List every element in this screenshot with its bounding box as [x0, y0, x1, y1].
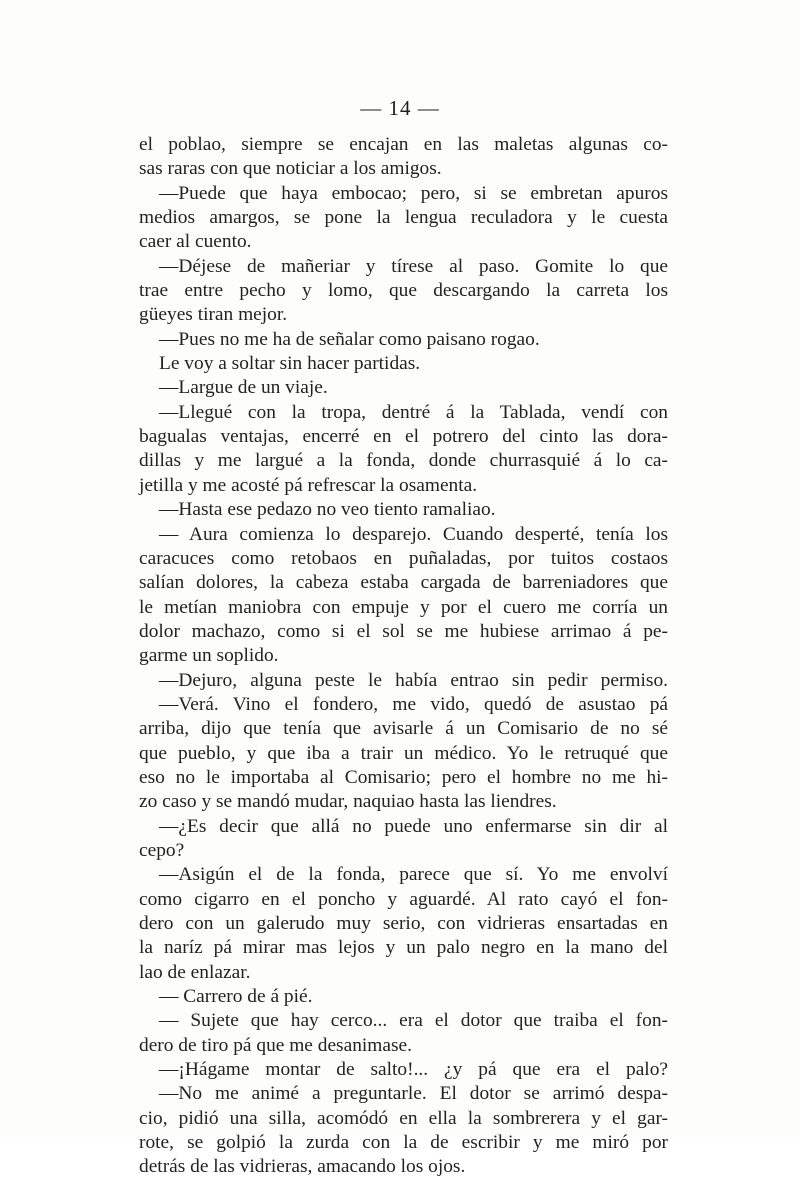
text-line: dillas y me largué a la fonda, donde churrasquié á lo ca- — [139, 450, 668, 472]
text-line: —Dejuro, alguna peste le había entrao sin pedir permiso. — [159, 669, 668, 691]
text-line: como cigarro en el poncho y aguardé. Al rato cayó el fon- — [139, 888, 668, 910]
text-line: zo caso y se mandó mudar, naquiao hasta las liendres. — [139, 791, 557, 813]
text-line: —Hasta ese pedazo no veo tiento ramaliao. — [159, 499, 496, 521]
text-line: Le voy a soltar sin hacer partidas. — [159, 353, 421, 375]
text-line: caracuces como retobaos en puñaladas, por tuitos costaos — [139, 547, 668, 569]
text-line: garme un soplido. — [139, 645, 279, 667]
text-line: caer al cuento. — [139, 231, 252, 253]
text-line: trae entre pecho y lomo, que descargando la carreta los — [139, 280, 668, 302]
text-line: —Pues no me ha de señalar como paisano rogao. — [159, 328, 540, 350]
text-line: cio, pidió una silla, acomódó en ella la sombrerera y el gar- — [139, 1107, 668, 1129]
text-line: —Llegué con la tropa, dentré á la Tablada, vendí con — [159, 401, 668, 423]
text-line: cepo? — [139, 839, 185, 861]
text-line: —¿Es decir que allá no puede uno enfermarse sin dir al — [159, 815, 668, 837]
text-line: dolor machazo, como si el sol se me hubiese arrimao á pe- — [139, 620, 668, 642]
text-line: —Verá. Vino el fondero, me vido, quedó de asustao pá — [159, 693, 668, 715]
text-line: dero de tiro pá que me desanimase. — [139, 1034, 412, 1056]
page-number: — 14 — — [360, 96, 440, 120]
text-line: dero con un galerudo muy serio, con vidrieras ensartadas en — [139, 913, 668, 934]
text-line: la naríz pá mirar mas lejos y un palo negro en la mano del — [139, 937, 668, 959]
text-line: —Puede que haya embocao; pero, si se embretan apuros — [159, 182, 668, 204]
text-line: —Déjese de mañeriar y tírese al paso. Gomite lo que — [159, 255, 668, 277]
text-line: detrás de las vidrieras, amacando los ojos. — [139, 1156, 466, 1178]
text-line: eso no le importaba al Comisario; pero el hombre no me hi- — [139, 766, 668, 788]
text-line: salían dolores, la cabeza estaba cargada de barreniadores que — [139, 572, 668, 594]
body-text — [139, 133, 668, 1180]
text-line: güeyes tiran mejor. — [139, 304, 288, 326]
text-line: sas raras con que noticiar a los amigos. — [139, 158, 442, 180]
text-line: arriba, dijo que tenía que avisarle á un Comisario de no sé — [139, 718, 668, 740]
text-line: — Carrero de á pié. — [159, 986, 313, 1008]
text-line: — Aura comienza lo desparejo. Cuando desperté, tenía los — [159, 523, 668, 545]
text-line: que pueblo, y que iba a trair un médico. Yo le retruqué que — [139, 742, 668, 764]
text-line: —Asigún el de la fonda, parece que sí. Yo me envolví — [159, 864, 668, 886]
text-line: le metían maniobra con empuje y por el cuero me corría un — [139, 596, 668, 618]
text-line: — Sujete que hay cerco... era el dotor que traiba el fon- — [159, 1010, 668, 1032]
text-line: medios amargos, se pone la lengua reculadora y le cuesta — [139, 207, 668, 229]
text-line: el poblao, siempre se encajan en las maletas algunas co- — [139, 134, 668, 155]
text-line: bagualas ventajas, encerré en el potrero del cinto las dora- — [139, 426, 668, 448]
text-line: —Largue de un viaje. — [159, 377, 328, 399]
text-line: lao de enlazar. — [139, 961, 251, 983]
text-line: jetilla y me acosté pá refrescar la osamenta. — [139, 474, 478, 496]
text-line: —No me animé a preguntarle. El dotor se arrimó despa- — [159, 1083, 668, 1105]
text-line: —¡Hágame montar de salto!... ¿y pá que era el palo? — [159, 1059, 668, 1081]
text-line: rote, se golpió la zurda con la de escribir y me miró por — [139, 1132, 668, 1154]
